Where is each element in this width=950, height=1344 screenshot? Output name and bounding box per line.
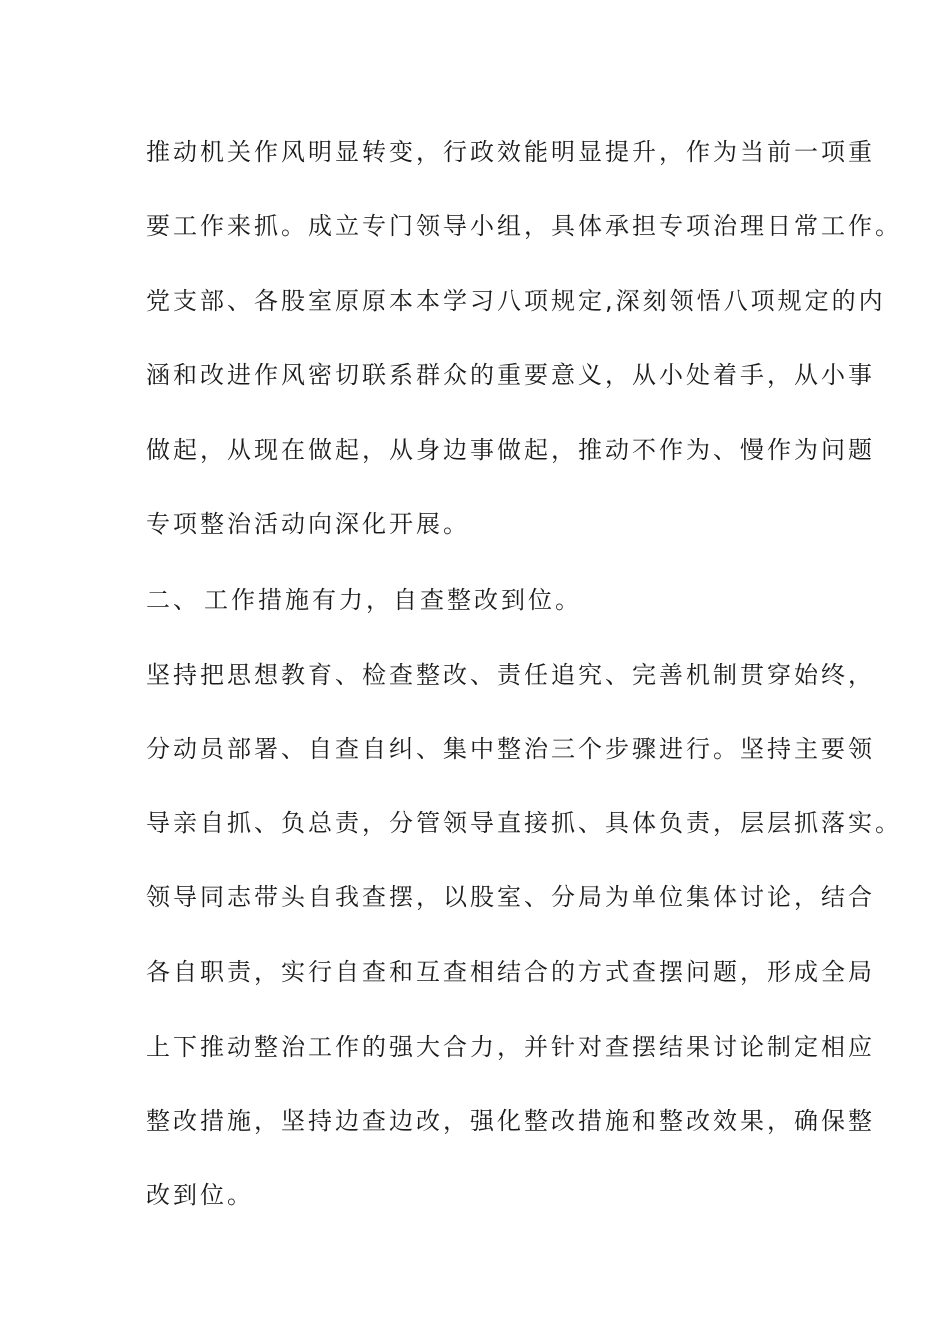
section-heading bbox=[146, 580, 582, 620]
paragraph-line: 领导同志带头自我查摆，以股室、分局为单位集体讨论，结合 bbox=[146, 883, 875, 911]
paragraph-line: 党支部、各股室原原本本学习八项规定,深刻领悟八项规定的内 bbox=[146, 287, 886, 315]
paragraph-line: 各自职责，实行自查和互查相结合的方式查摆问题，形成全局 bbox=[146, 958, 875, 986]
paragraph-line: 整改措施，坚持边查边改，强化整改措施和整改效果，确保整 bbox=[146, 1107, 875, 1135]
paragraph-line: 上下推动整治工作的强大合力，并针对查摆结果讨论制定相应 bbox=[146, 1033, 875, 1061]
paragraph-line: 导亲自抓、负总责，分管领导直接抓、具体负责，层层抓落实。 bbox=[146, 809, 902, 837]
paragraph-line: 推动机关作风明显转变，行政效能明显提升，作为当前一项重 bbox=[146, 138, 875, 166]
paragraph-line: 做起，从现在做起，从身边事做起，推动不作为、慢作为问题 bbox=[146, 436, 875, 464]
paragraph-line: 涵和改进作风密切联系群众的重要意义，从小处着手，从小事 bbox=[146, 361, 875, 389]
section-title: 工作措施有力，自查整改到位。 bbox=[204, 586, 582, 614]
paragraph-line: 改到位。 bbox=[146, 1181, 254, 1209]
paragraph-line: 专项整治活动向深化开展。 bbox=[146, 510, 470, 538]
section-number: 二、 bbox=[146, 586, 200, 614]
paragraph-line: 要工作来抓。成立专门领导小组，具体承担专项治理日常工作。 bbox=[146, 212, 902, 240]
paragraph-line: 分动员部署、自查自纠、集中整治三个步骤进行。坚持主要领 bbox=[146, 735, 875, 763]
paragraph-line: 坚持把思想教育、检查整改、责任追究、完善机制贯穿始终， bbox=[146, 661, 875, 689]
